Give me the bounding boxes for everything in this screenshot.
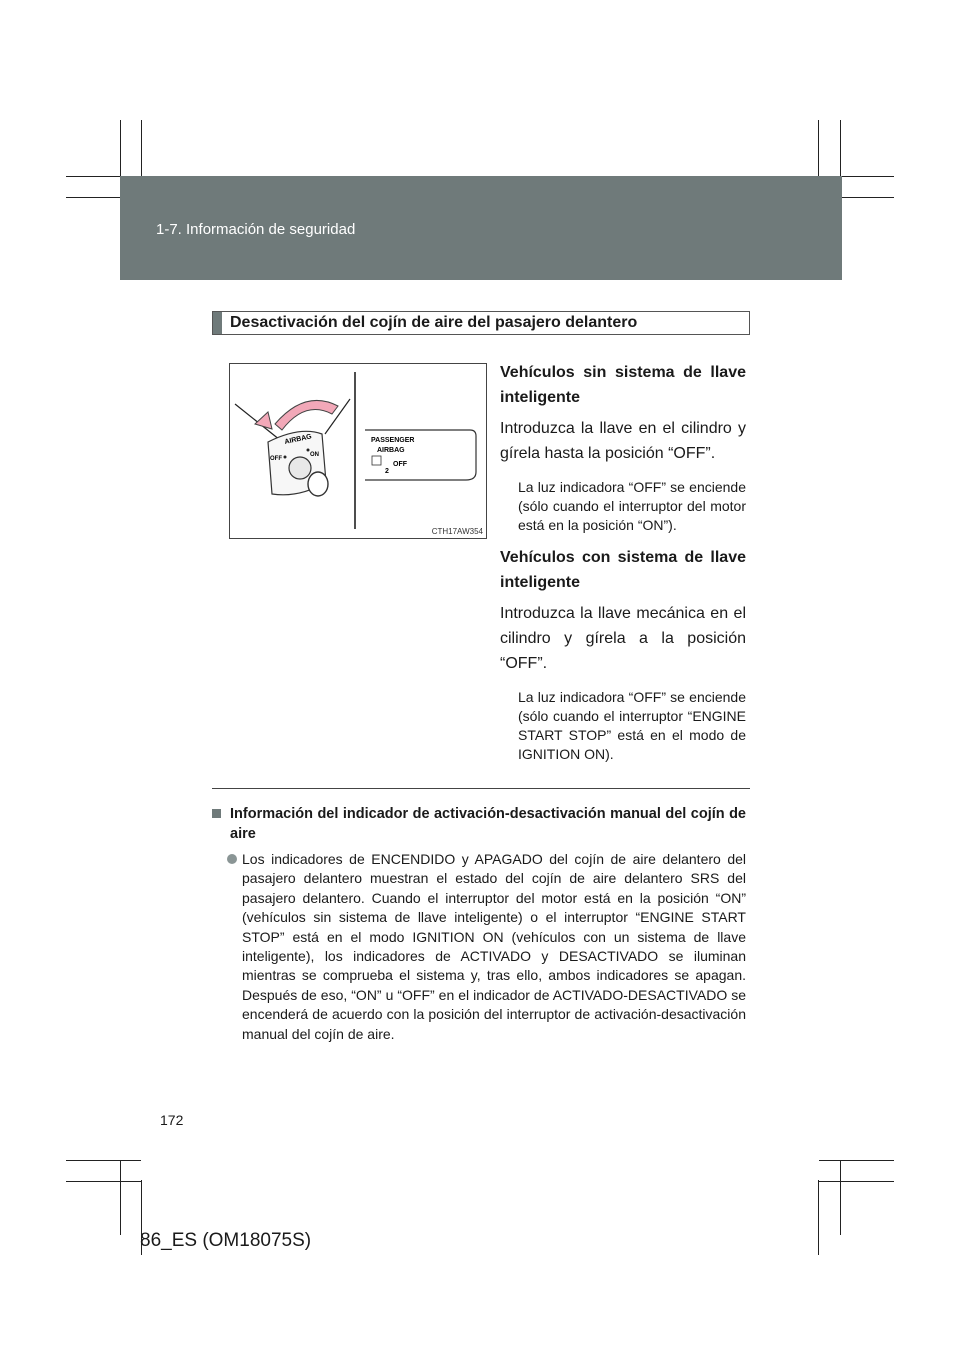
crop-mark <box>120 1160 121 1235</box>
note-smart-key: La luz indicadora “OFF” se enciende (sólo cuando el interruptor “ENGINE START STOP” está en el modo de IGNITION ON). <box>518 689 746 762</box>
switch-label-on: ON <box>310 452 319 458</box>
crop-mark <box>66 1181 141 1182</box>
header-band <box>120 176 842 280</box>
square-bullet-icon <box>212 809 221 818</box>
info-paragraph: Los indicadores de ENCENDIDO y APAGADO del cojín de aire delantero del pasajero delantero muestran el estado del cojín de aire delantero SRS del pasajero delantero. Cuando el interruptor del motor está en la posición “ON” (vehículos sin sistema de llave inteligente) o el interruptor “ENGINE START STOP” está en el modo IGNITION ON (vehículos con un sistema de llave inteligente), los indicadores de ACTIVADO y DESACTIVADO se iluminan mientras se comprueba el sistema y, tras ello, ambos indicadores se apagan. Después de eso, “ON” u “OFF” en el indicador de ACTIVADO-DESACTIVADO se encenderá de acuerdo con la posición del interruptor de activación-desactivación manual del cojín de aire. <box>242 851 746 1042</box>
info-paragraph-item <box>212 850 746 1044</box>
panel-number: 2 <box>385 468 389 475</box>
key-icon <box>308 472 328 496</box>
note-no-smart-key: La luz indicadora “OFF” se enciende (sólo cuando el interruptor del motor está en la posición “ON”). <box>518 479 746 533</box>
document-code: 86_ES (OM18075S) <box>140 1230 312 1251</box>
section-divider <box>212 788 750 789</box>
crop-mark <box>819 1181 894 1182</box>
info-block <box>212 804 746 1044</box>
crop-mark <box>66 1160 141 1161</box>
crop-mark <box>819 1160 894 1161</box>
panel-passenger: PASSENGER <box>371 437 415 444</box>
figure-code: CTH17AW354 <box>431 527 483 536</box>
info-heading <box>212 804 746 844</box>
key-cylinder <box>289 457 311 479</box>
heading-no-smart-key: Vehículos sin sistema de llave inteligente <box>500 364 746 406</box>
airbag-switch-illustration <box>229 363 487 539</box>
switch-label-off: OFF <box>270 456 282 462</box>
rotation-arrow-icon <box>275 400 338 430</box>
heading-smart-key: Vehículos con sistema de llave inteligente <box>500 549 746 591</box>
section-title: Desactivación del cojín de aire del pasajero delantero <box>230 314 638 331</box>
panel-off: OFF <box>393 461 407 468</box>
instruction-smart-key: Introduzca la llave mecánica en el cilindro y gírela a la posición “OFF”. <box>500 605 746 672</box>
section-label: 1-7. Información de seguridad <box>156 221 356 238</box>
circle-bullet-icon <box>227 854 237 864</box>
title-accent-bar <box>213 312 222 334</box>
page-number: 172 <box>160 1112 184 1128</box>
crop-mark <box>818 1180 819 1255</box>
illustration-svg <box>230 364 486 538</box>
instructions-column <box>500 360 746 764</box>
info-title: Información del indicador de activación-desactivación manual del cojín de aire <box>230 806 746 842</box>
instruction-no-smart-key: Introduzca la llave en el cilindro y gírela hasta la posición “OFF”. <box>500 420 746 462</box>
panel-airbag: AIRBAG <box>377 447 405 454</box>
crop-mark <box>840 1160 841 1235</box>
switch-label-airbag: AIRBAG <box>283 433 313 446</box>
section-title-box <box>212 311 750 335</box>
